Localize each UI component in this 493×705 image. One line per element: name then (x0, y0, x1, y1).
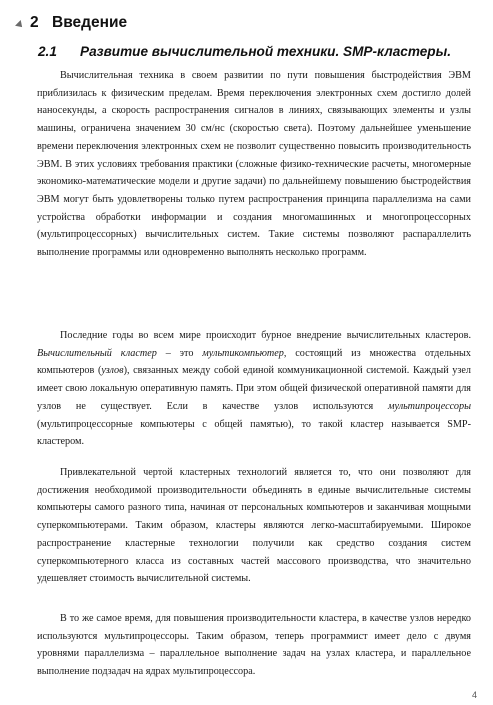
paragraph-3: Привлекательной чертой кластерных технологий является то, что они позволяют для достижения необходимой производительности объединять в единые вычислительные системы компьютеры самого разного типа, начиная от персональных компьютеров и заканчивая мощными суперкомпьютерами. Таким образом, кластеры являются легко-масштабируемыми. Широкое распространение кластерные технологии получили как средство создания систем суперкомпьютерного класса из составных частей массового производства, что значительно удешевляет стоимость вычислительной системы. (37, 467, 471, 585)
term-computing-cluster: Вычислительный кластер (37, 347, 157, 359)
paragraph-2-text: ), связанных между собой единой коммуникационной системой. Каждый узел имеет свою локальную оперативную память. При этом общей физической оперативной памяти для узлов не существует. Если в качестве узлов используются (37, 365, 472, 412)
paragraph-1: Вычислительная техника в своем развитии по пути повышения быстродействия ЭВМ приблизилась к физическим пределам. Время переключения электронных схем достигло долей наносекунды, а скорость распространения сигналов в линиях, связывающих элементы и узлы машины, ограничена значением 30 см/нс (скоростью света). Поэтому дальнейшее уменьшение времени переключения электронных схем не позволит существенно повысить производительность ЭВМ. В этих условиях требования практики (сложные физико-технические расчеты, многомерные экономико-математические модели и другие задачи) по дальнейшему повышению быстродействия ЭВМ могут быть удовлетворены только путем распространения принципа параллелизма на сами устройства обработки информации и создания многомашинных и многопроцессорных (мультипроцессорных) вычислительных систем. Такие системы позволяют распараллелить выполнение программы или одновременно выполнять несколько программ. (37, 70, 471, 259)
collapse-heading-icon[interactable] (15, 20, 25, 30)
paragraph-2-text: – это (156, 347, 203, 359)
heading-2 (38, 44, 451, 59)
term-multicomputer: мультикомпьютер (202, 347, 284, 359)
paragraph-2-text: Последние годы во всем мире происходит бурное внедрение вычислительных кластеров. (60, 330, 471, 341)
page-number: 4 (471, 690, 477, 700)
term-multiprocessors: мультипроцессоры (387, 400, 471, 412)
term-nodes: узлов (101, 365, 124, 377)
heading-2-number: 2.1 (38, 44, 57, 59)
heading-1-title: Введение (52, 14, 128, 31)
paragraph-2 (37, 327, 471, 451)
paragraph-2-text: (мультипроцессорные компьютеры с общей памятью), то такой кластер называется SMP-кластером. (37, 418, 471, 448)
heading-1 (30, 14, 127, 32)
paragraph-4: В то же самое время, для повышения производительности кластера, в качестве узлов нередко используются мультипроцессоры. Таким образом, теперь программист имеет дело с двумя уровнями параллелизма – параллельное выполнение задач на узлах кластера, и параллельное выполнение подзадач на ядрах мультипроцессора. (37, 613, 471, 678)
heading-2-title: Развитие вычислительной техники. SMP-кластеры. (80, 44, 451, 59)
paragraph-2-text: , состоящий из множества отдельных компьютеров ( (37, 347, 471, 377)
heading-1-number: 2 (30, 14, 39, 31)
